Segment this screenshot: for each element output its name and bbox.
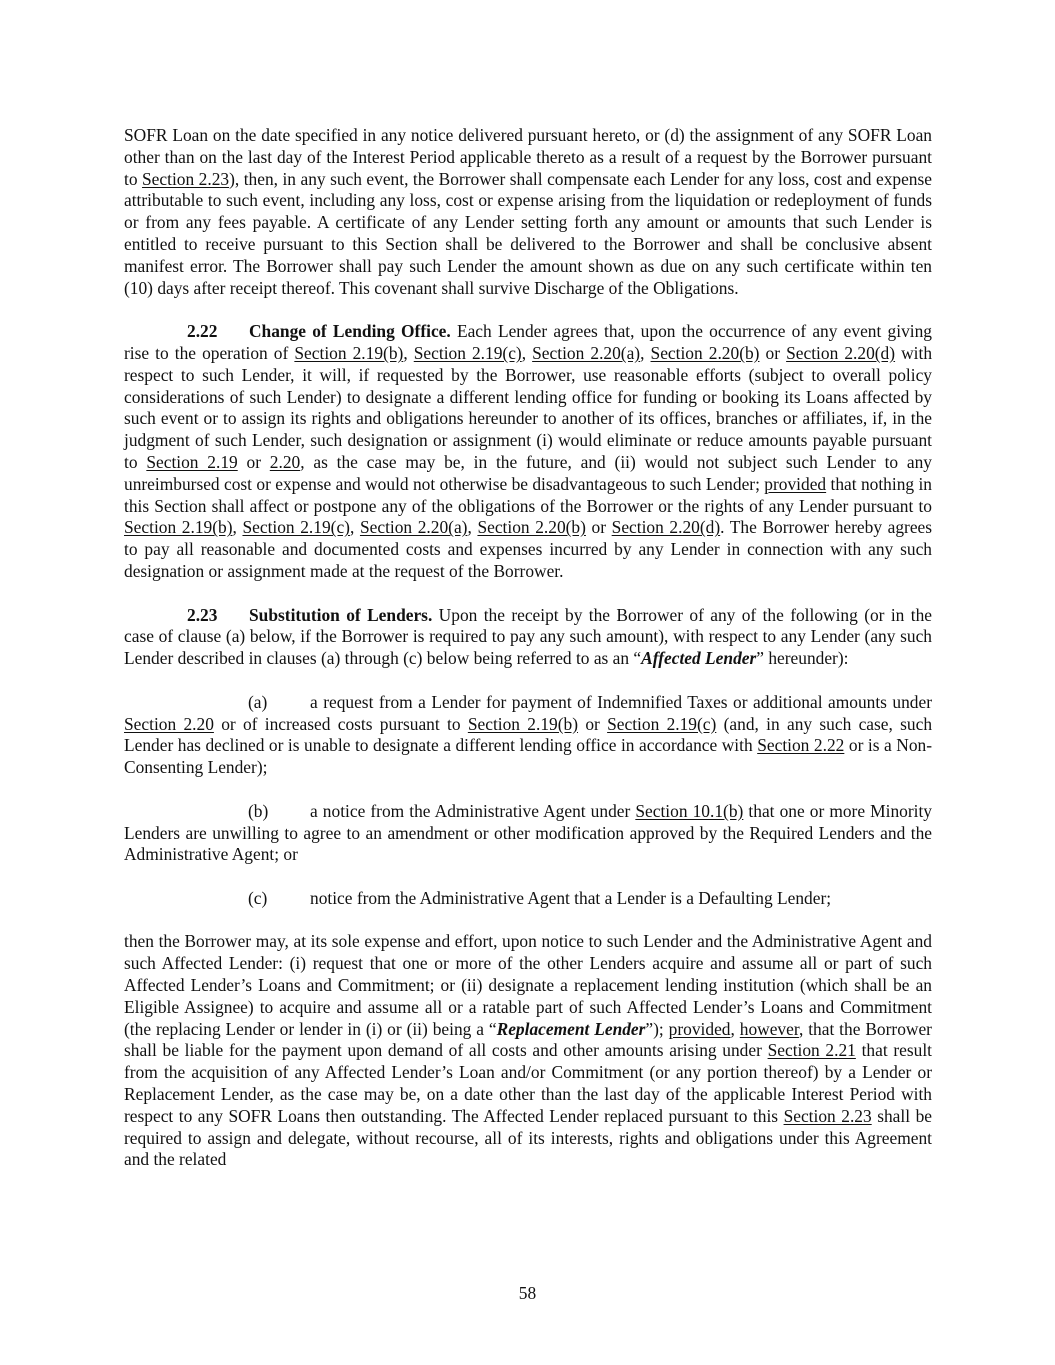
cross-reference: Section 2.20(a) [359, 517, 468, 538]
clause-label: (c) [248, 887, 268, 908]
defined-term: Replacement Lender [496, 1018, 646, 1039]
section-2-23-paragraph: 2.23 Substitution of Lenders. Upon the receipt by the Borrower of any of the following (or in the case of clause (a) below, if the Borrower is required to pay any such amount), with respect to any Lender (any such Lender described in clauses (a) through (c) below being referred to as an “Affected Lender” hereunder): [124, 604, 932, 669]
cross-reference: Section 2.22 [757, 735, 845, 756]
clause-a-paragraph: (a) a request from a Lender for payment of Indemnified Taxes or additional amounts under Section 2.20 or of increased costs pursuant to Section 2.19(b) or Section 2.19(c) (and, in any such case, such Lender has declined or is unable to designate a different lending office in accordance with Section 2.22 or is a Non-Consenting Lender); [124, 691, 933, 778]
section-number: 2.22 [187, 321, 218, 342]
clause-c-paragraph: (c) notice from the Administrative Agent that a Lender is a Defaulting Lender; [248, 887, 832, 908]
cross-reference: Section 2.20(b) [477, 517, 586, 538]
closing-paragraph: then the Borrower may, at its sole expense and effort, upon notice to such Lender and the Administrative Agent and such Affected Lender: (i) request that one or more of the other Lenders acquire and assume all or part of such Affected Lender’s Loans and Commitment; or (ii) designate a replacement lending institution (which shall be an Eligible Assignee) to acquire and assume all or a ratable part of such Affected Lender’s Loans and Commitment (the replacing Lender or lender in (i) or (ii) being a “Replacement Lender”); provided, however, that the Borrower shall be liable for the payment upon demand of all costs and other amounts arising under Section 2.21 that result from the acquisition of any Affected Lender’s Loan and/or Commitment (or any portion thereof) by a Lender or Replacement Lender, as the case may be, on a date other than the last day of the applicable Interest Period with respect to any SOFR Loans then outstanding. The Affected Lender replaced pursuant to this Section 2.23 shall be required to assign and delegate, without recourse, all of its interests, rights and obligations under this Agreement and the related [124, 931, 932, 1170]
continuation-paragraph: SOFR Loan on the date specified in any notice delivered pursuant hereto, or (d) the assignment of any SOFR Loan other than on the last day of the Interest Period applicable thereto as a result of a request by the Borrower pursuant to Section 2.23), then, in any such event, the Borrower shall compensate each Lender for any loss, cost and expense attributable to such event, including any loss, cost or expense arising from the liquidation or redeployment of funds or from any fees payable. A certificate of any Lender setting forth any amount or amounts that such Lender is entitled to receive pursuant to this Section shall be delivered to the Borrower and shall be conclusive absent manifest error. The Borrower shall pay such Lender the amount shown as due on any such certificate within ten (10) days after receipt thereof. This covenant shall survive Discharge of the Obligations. [124, 125, 932, 298]
cross-reference: Section 2.23 [783, 1105, 872, 1126]
cross-reference: Section 2.19(c) [413, 342, 522, 363]
proviso-term: provided [668, 1018, 731, 1039]
proviso-term: provided [764, 473, 827, 494]
cross-reference: Section 2.19(c) [607, 713, 717, 734]
document-page [124, 125, 932, 1171]
defined-term: Affected Lender [641, 648, 757, 669]
cross-reference: Section 2.20(a) [532, 342, 641, 363]
cross-reference: Section 2.19(b) [467, 713, 579, 734]
cross-reference: Section 2.20(d) [611, 517, 721, 538]
page-number: 58 [518, 1283, 537, 1303]
cross-reference: Section 2.20 [124, 713, 214, 734]
cross-reference: Section 2.19(b) [124, 517, 233, 538]
clause-label: (a) [248, 691, 268, 712]
section-heading: Substitution of Lenders. [249, 604, 433, 625]
section-heading: Change of Lending Office. [249, 321, 451, 342]
cross-reference: Section 2.19(b) [294, 342, 404, 363]
clause-label: (b) [248, 800, 269, 821]
section-number: 2.23 [187, 604, 218, 625]
cross-reference: Section 10.1(b) [635, 800, 744, 821]
clause-b-paragraph: (b) a notice from the Administrative Agent under Section 10.1(b) that one or more Minority Lenders are unwilling to agree to an amendment or other modification approved by the Required Lenders and the Administrative Agent; or [124, 800, 932, 865]
proviso-term: however [739, 1018, 799, 1039]
section-2-22-paragraph: 2.22 Change of Lending Office. Each Lender agrees that, upon the occurrence of any event giving rise to the operation of Section 2.19(b), Section 2.19(c), Section 2.20(a), Section 2.20(b) or Section 2.20(d) with respect to such Lender, it will, if requested by the Borrower, use reasonable efforts (subject to overall policy considerations of such Lender) to designate a different lending office for funding or booking its Loans affected by such event or to assign its rights and obligations hereunder to another of its offices, branches or affiliates, if, in the judgment of such Lender, such designation or assignment (i) would eliminate or reduce amounts payable pursuant to Section 2.19 or 2.20, as the case may be, in the future, and (ii) would not subject such Lender to any unreimbursed cost or expense and would not otherwise be disadvantageous to such Lender; provided that nothing in this Section shall affect or postpone any of the obligations of the Borrower or the rights of any Lender pursuant to Section 2.19(b), Section 2.19(c), Section 2.20(a), Section 2.20(b) or Section 2.20(d). The Borrower hereby agrees to pay all reasonable and documented costs and expenses incurred by any Lender in connection with any such designation or assignment made at the request of the Borrower. [124, 321, 933, 581]
cross-reference: Section 2.19(c) [242, 517, 350, 538]
cross-reference: Section 2.20(b) [650, 342, 760, 363]
cross-reference: 2.20 [269, 451, 301, 472]
cross-reference: Section 2.21 [767, 1040, 856, 1061]
cross-reference: Section 2.20(d) [786, 342, 896, 363]
cross-reference: Section 2.23 [142, 168, 230, 189]
cross-reference: Section 2.19 [146, 451, 238, 472]
